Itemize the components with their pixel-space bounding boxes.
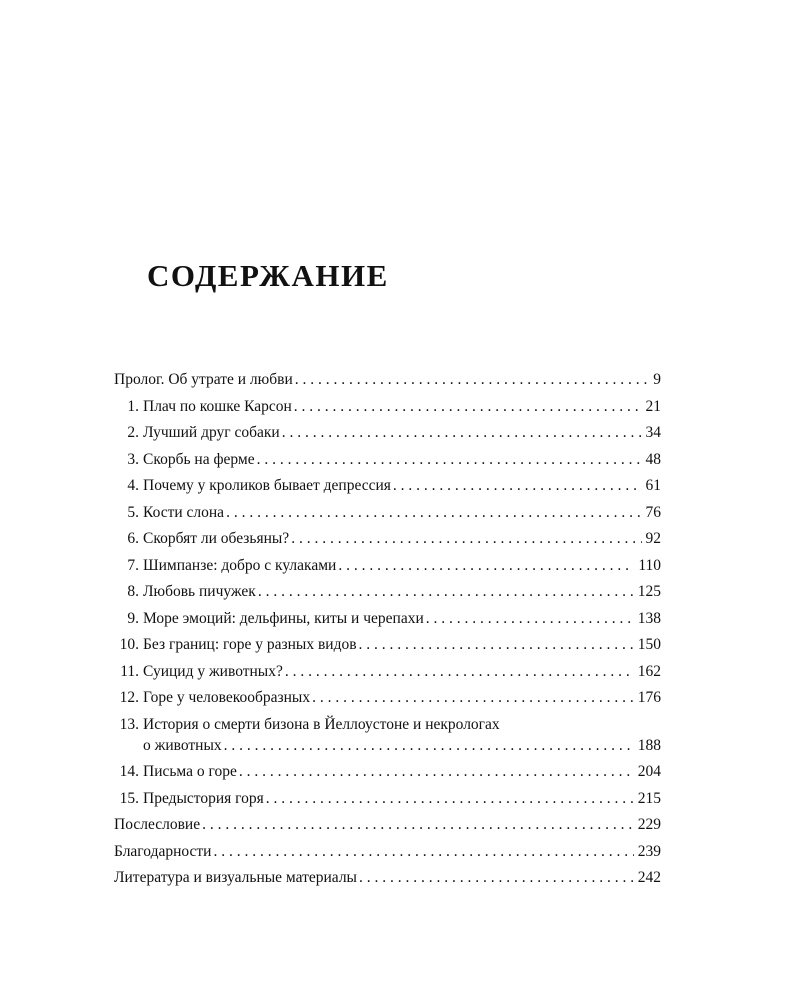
toc-entry-title: Послесловие <box>114 816 201 833</box>
toc-entry-chapter-2[interactable] <box>114 422 661 443</box>
chapter-number: 10. <box>119 636 139 653</box>
chapter-number: 8. <box>127 583 139 600</box>
toc-entry-page: 215 <box>637 789 661 807</box>
toc-entry-title: История о смерти бизона в Йеллоустоне и некрологах <box>143 715 500 733</box>
toc-entry-chapter-12[interactable] <box>114 687 661 708</box>
toc-entry-page: 204 <box>637 763 661 780</box>
toc-entry-chapter-14[interactable] <box>114 761 661 782</box>
dot-leader <box>258 581 634 602</box>
toc-entry-title: Любовь пичужек <box>143 583 256 600</box>
toc-entry-page: 125 <box>637 583 661 600</box>
toc-entry-afterword[interactable] <box>114 814 661 835</box>
toc-entry-chapter-8[interactable] <box>114 581 661 602</box>
chapter-number: 11. <box>120 662 139 680</box>
dot-leader <box>224 735 634 756</box>
toc-entry-title: Предыстория горя <box>143 789 264 807</box>
dot-leader <box>295 369 650 390</box>
dot-leader <box>359 634 634 655</box>
toc-entry-title: Пролог. Об утрате и любви <box>114 371 293 388</box>
toc-entry-chapter-15[interactable] <box>114 788 661 809</box>
dot-leader <box>282 422 642 443</box>
toc-entry-page: 61 <box>645 477 661 494</box>
page-title: СОДЕРЖАНИЕ <box>147 258 389 293</box>
toc-entry-page: 242 <box>637 869 661 886</box>
toc-entry-title: Море эмоций: дельфины, киты и черепахи <box>143 609 424 627</box>
toc-entry-page: 48 <box>645 450 661 468</box>
toc-entry-page: 176 <box>637 689 661 706</box>
toc-entry-title: Письма о горе <box>143 763 237 780</box>
dot-leader <box>312 687 634 708</box>
table-of-contents <box>114 369 661 894</box>
toc-entry-title-continued: о животных <box>143 736 222 754</box>
toc-entry-title: Литература и визуальные материалы <box>114 869 357 886</box>
toc-entry-chapter-1[interactable] <box>114 396 661 417</box>
toc-entry-page: 92 <box>645 530 661 547</box>
chapter-number: 6. <box>127 530 139 547</box>
chapter-number: 2. <box>127 424 139 441</box>
toc-entry-page: 162 <box>637 662 661 680</box>
chapter-number: 3. <box>127 450 139 468</box>
toc-entry-page: 150 <box>637 636 661 653</box>
dot-leader <box>266 788 634 809</box>
toc-entry-references[interactable] <box>114 867 661 888</box>
dot-leader <box>294 396 642 417</box>
toc-entry-title: Кости слона <box>143 503 225 521</box>
toc-entry-title: Горе у человекообразных <box>143 689 311 706</box>
toc-entry-page: 110 <box>638 556 661 574</box>
toc-entry-title: Плач по кошке Карсон <box>143 397 292 415</box>
toc-entry-chapter-11[interactable] <box>114 661 661 682</box>
chapter-number: 14. <box>119 763 139 780</box>
toc-entry-chapter-4[interactable] <box>114 475 661 496</box>
toc-entry-title: Лучший друг собаки <box>143 424 280 441</box>
dot-leader <box>213 841 633 862</box>
toc-entry-page: 239 <box>637 842 661 860</box>
toc-entry-chapter-7[interactable] <box>114 555 661 576</box>
dot-leader <box>257 449 642 470</box>
toc-entry-chapter-3[interactable] <box>114 449 661 470</box>
chapter-number: 4. <box>127 477 139 494</box>
chapter-number: 13. <box>119 715 139 733</box>
dot-leader <box>285 661 634 682</box>
chapter-number: 5. <box>127 503 139 521</box>
toc-entry-chapter-6[interactable] <box>114 528 661 549</box>
toc-entry-title: Суицид у животных? <box>143 662 283 680</box>
toc-entry-title: Без границ: горе у разных видов <box>143 636 357 653</box>
chapter-number: 15. <box>119 789 139 807</box>
toc-entry-title: Почему у кроликов бывает депрессия <box>143 477 391 494</box>
dot-leader <box>226 502 641 523</box>
chapter-number: 12. <box>119 689 139 706</box>
toc-entry-page: 21 <box>645 397 661 415</box>
chapter-number: 9. <box>127 609 139 627</box>
toc-entry-page: 76 <box>645 503 661 521</box>
toc-entry-chapter-9[interactable] <box>114 608 661 629</box>
toc-entry-title: Благодарности <box>114 842 212 860</box>
dot-leader <box>359 867 634 888</box>
dot-leader <box>393 475 642 496</box>
toc-entry-acknowledgements[interactable] <box>114 841 661 862</box>
dot-leader <box>291 528 641 549</box>
dot-leader <box>239 761 634 782</box>
toc-entry-page: 9 <box>653 371 661 388</box>
toc-entry-page: 34 <box>645 424 661 441</box>
toc-entry-chapter-10[interactable] <box>114 634 661 655</box>
chapter-number: 7. <box>127 556 139 574</box>
dot-leader <box>426 608 634 629</box>
toc-entry-title: Скорбят ли обезьяны? <box>143 530 290 547</box>
dot-leader <box>202 814 634 835</box>
chapter-number: 1. <box>127 397 139 415</box>
toc-entry-page: 229 <box>637 816 661 833</box>
toc-entry-page: 188 <box>637 736 661 754</box>
toc-entry-chapter-5[interactable] <box>114 502 661 523</box>
toc-entry-page: 138 <box>637 609 661 627</box>
dot-leader <box>338 555 634 576</box>
toc-entry-title: Шимпанзе: добро с кулаками <box>143 556 337 574</box>
toc-entry-chapter-13[interactable] <box>114 714 661 756</box>
toc-entry-prologue[interactable] <box>114 369 661 390</box>
toc-entry-title: Скорбь на ферме <box>143 450 255 468</box>
